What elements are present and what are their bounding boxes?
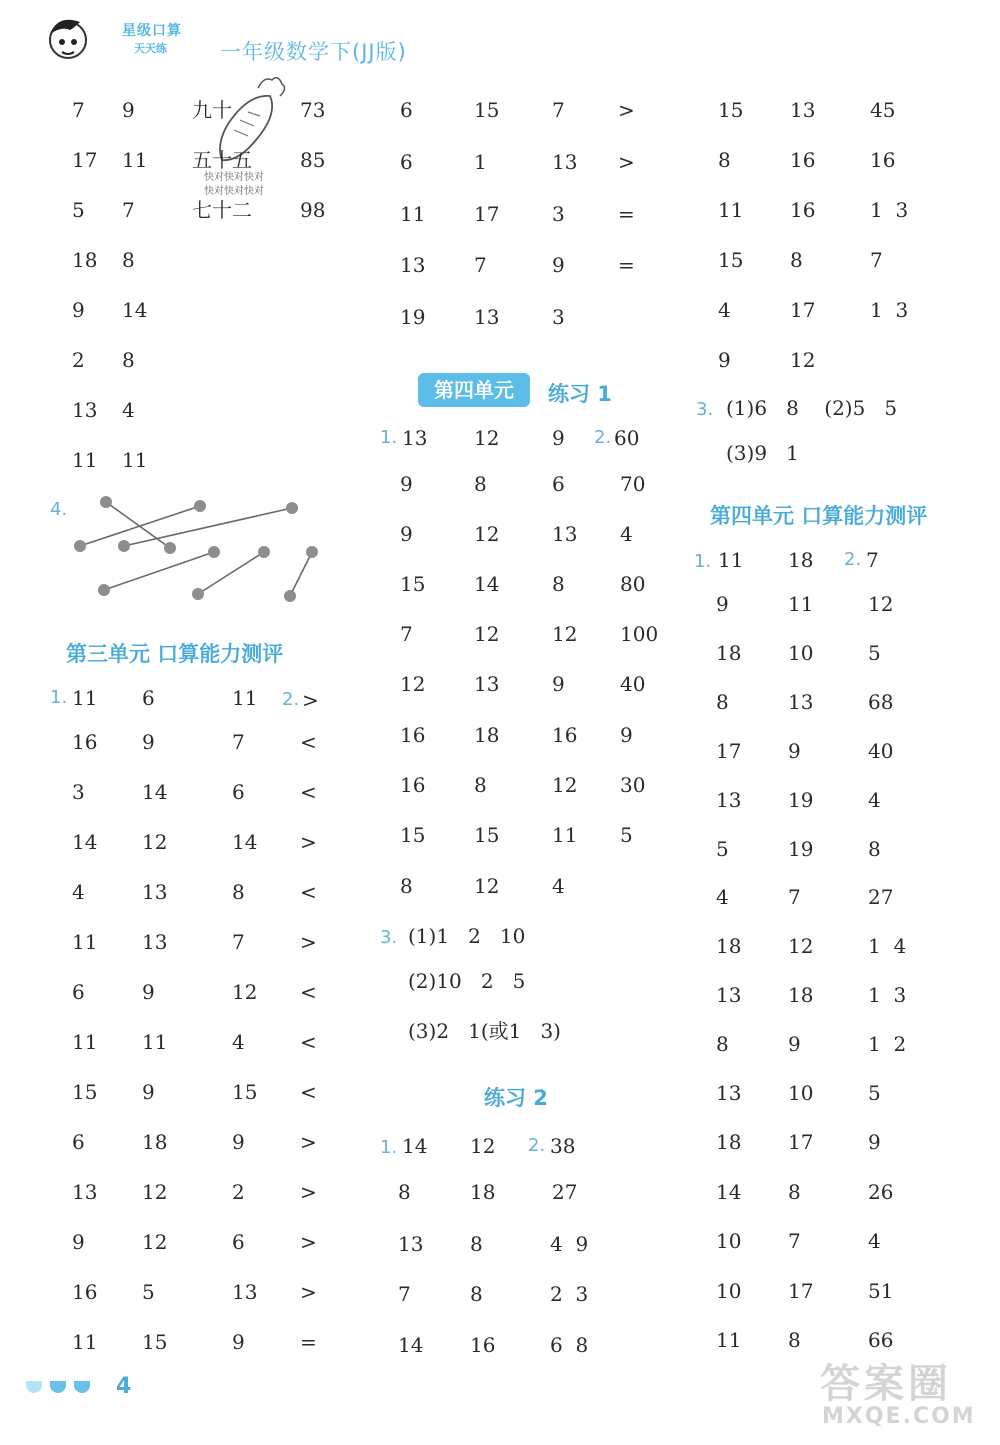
answer-value: 68: [868, 690, 894, 714]
answer-value: 12: [400, 672, 426, 696]
answer-value: 10: [716, 1279, 742, 1303]
match-dot: [286, 502, 298, 514]
answer-value: 9: [400, 522, 413, 546]
unit-3-test-heading: 第三单元 口算能力测评: [66, 642, 284, 666]
answer-value: 15: [474, 823, 500, 847]
answer-value: 6: [400, 98, 413, 122]
answer-value: 8: [788, 1180, 801, 1204]
answer-value: 17: [716, 739, 742, 763]
answer-value: 17: [788, 1279, 814, 1303]
brand-name: 星级口算: [122, 23, 182, 39]
answer-value: <: [300, 1030, 317, 1054]
answer-value: 6: [552, 472, 565, 496]
match-line: [198, 552, 264, 594]
match-line: [290, 552, 312, 596]
match-dot: [118, 540, 130, 552]
answer-value: 18: [788, 548, 814, 572]
answer-value: 9: [142, 730, 155, 754]
answer-value: 3: [72, 780, 85, 804]
answer-value: 6: [232, 1230, 245, 1254]
answer-value: 7: [232, 930, 245, 954]
answer-value: 15: [400, 823, 426, 847]
answer-value: >: [300, 830, 317, 854]
answer-value: 13: [716, 788, 742, 812]
answer-value: 9: [232, 1130, 245, 1154]
answer-value: 3: [552, 305, 565, 329]
answer-value: 17: [788, 1130, 814, 1154]
answer-value: =: [618, 253, 635, 277]
question-number: 3.: [696, 399, 714, 420]
answer-value: 15: [72, 1080, 98, 1104]
answer-value: 9: [142, 1080, 155, 1104]
question-number: 2.: [594, 427, 612, 448]
answer-value: 16: [870, 148, 896, 172]
match-line: [104, 552, 214, 590]
answer-value: 5: [868, 641, 881, 665]
answer-value: 16: [470, 1333, 496, 1357]
answer-value: 11: [72, 1330, 98, 1354]
answer-value: 4: [232, 1030, 245, 1054]
answer-value: 51: [868, 1279, 894, 1303]
answer-value: 9: [142, 980, 155, 1004]
answer-value: >: [302, 688, 319, 712]
answer-value: 13: [474, 305, 500, 329]
answer-value: >: [300, 1130, 317, 1154]
answer-value: 16: [790, 148, 816, 172]
match-dot: [306, 546, 318, 558]
answer-value: 8: [122, 248, 135, 272]
answer-value: 13: [402, 426, 428, 450]
answer-value: 1 3: [870, 298, 909, 322]
answer-value: 27: [552, 1180, 578, 1204]
page-decoration: [26, 1378, 98, 1397]
match-dot: [284, 590, 296, 602]
answer-value: 九十: [192, 98, 232, 122]
answer-value: 19: [788, 788, 814, 812]
answer-value: 8: [232, 880, 245, 904]
answer-value: 13: [788, 690, 814, 714]
answer-value: 38: [550, 1134, 576, 1158]
question-number: 1.: [380, 1137, 398, 1158]
answer-value: <: [300, 880, 317, 904]
match-dot: [100, 496, 112, 508]
answer-value: 12: [552, 622, 578, 646]
answer-value: 4: [620, 522, 633, 546]
answer-value: 15: [718, 98, 744, 122]
answer-value: 18: [142, 1130, 168, 1154]
answer-value: 14: [716, 1180, 742, 1204]
answer-value: 1 4: [868, 934, 907, 958]
answer-value: >: [300, 930, 317, 954]
answer-value: 15: [232, 1080, 258, 1104]
answer-value: 16: [400, 723, 426, 747]
answer-value: >: [618, 150, 635, 174]
answer-value: 6: [400, 150, 413, 174]
answer-value: 11: [122, 448, 148, 472]
answer-value: 12: [142, 1180, 168, 1204]
answer-value: 7: [232, 730, 245, 754]
answer-value: 13: [552, 150, 578, 174]
answer-value: 7: [788, 885, 801, 909]
answer-value: 13: [142, 930, 168, 954]
answer-value: 8: [716, 1032, 729, 1056]
answer-value: 8: [400, 874, 413, 898]
answer-value: 17: [72, 148, 98, 172]
answer-value: =: [618, 202, 635, 226]
answer-value: 9: [788, 739, 801, 763]
answer-value: 11: [72, 1030, 98, 1054]
answer-value: 100: [620, 622, 659, 646]
answer-value: 13: [474, 672, 500, 696]
answer-value: 1: [474, 150, 487, 174]
answer-value: 7: [788, 1229, 801, 1253]
watermark-url: MXQE.COM: [822, 1404, 976, 1429]
answer-value: 11: [552, 823, 578, 847]
answer-value: 9: [552, 253, 565, 277]
answer-value: 26: [868, 1180, 894, 1204]
match-dot: [98, 584, 110, 596]
answer-value: 98: [300, 198, 326, 222]
answer-value: (1)1 2 10: [408, 924, 526, 948]
carrot-caption: 快对快对快对: [204, 172, 264, 183]
answer-value: >: [300, 1230, 317, 1254]
answer-value: 4: [72, 880, 85, 904]
answer-value: 27: [868, 885, 894, 909]
answer-value: 5: [72, 198, 85, 222]
answer-value: 11: [716, 1328, 742, 1352]
match-dot: [164, 542, 176, 554]
answer-value: 13: [72, 398, 98, 422]
carrot-caption: 快对快对快对: [204, 186, 264, 197]
answer-value: 12: [552, 773, 578, 797]
answer-value: 15: [718, 248, 744, 272]
answer-value: (3)9 1: [726, 441, 799, 465]
match-dot: [258, 546, 270, 558]
answer-value: 9: [718, 348, 731, 372]
answer-value: 12: [470, 1134, 496, 1158]
answer-value: 2: [72, 348, 85, 372]
answer-value: 12: [868, 592, 894, 616]
answer-value: 85: [300, 148, 326, 172]
answer-value: 18: [72, 248, 98, 272]
match-line: [106, 502, 170, 548]
answer-value: 6: [72, 1130, 85, 1154]
answer-value: (2)10 2 5: [408, 969, 526, 993]
answer-value: 7: [552, 98, 565, 122]
practice-1-heading: 练习 1: [548, 382, 612, 406]
answer-value: 9: [552, 426, 565, 450]
answer-value: 11: [142, 1030, 168, 1054]
answer-value: 8: [788, 1328, 801, 1352]
answer-value: 40: [620, 672, 646, 696]
answer-value: 9: [620, 723, 633, 747]
decor-dot-icon: [26, 1381, 42, 1393]
answer-value: <: [300, 1080, 317, 1104]
match-dot: [74, 540, 86, 552]
matching-lines-diagram: [64, 490, 334, 610]
answer-value: 15: [474, 98, 500, 122]
answer-value: 10: [716, 1229, 742, 1253]
answer-value: 8: [718, 148, 731, 172]
answer-value: 10: [788, 641, 814, 665]
answer-value: 16: [400, 773, 426, 797]
answer-value: 7: [400, 622, 413, 646]
answer-value: (1)6 8 (2)5 5: [726, 396, 898, 420]
answer-value: 13: [716, 983, 742, 1007]
answer-value: 7: [474, 253, 487, 277]
answer-value: 40: [868, 739, 894, 763]
answer-value: 14: [402, 1134, 428, 1158]
answer-value: 12: [142, 830, 168, 854]
answer-value: 17: [474, 202, 500, 226]
answer-value: 70: [620, 472, 646, 496]
answer-value: 4: [552, 874, 565, 898]
answer-value: 7: [72, 98, 85, 122]
answer-value: 14: [72, 830, 98, 854]
answer-value: 5: [620, 823, 633, 847]
answer-value: 8: [868, 837, 881, 861]
answer-value: 9: [72, 298, 85, 322]
answer-value: 9: [788, 1032, 801, 1056]
answer-value: 66: [868, 1328, 894, 1352]
answer-value: 18: [716, 1130, 742, 1154]
answer-value: 8: [474, 773, 487, 797]
answer-value: 9: [122, 98, 135, 122]
answer-value: 19: [400, 305, 426, 329]
answer-value: 9: [232, 1330, 245, 1354]
answer-value: 11: [122, 148, 148, 172]
answer-value: 4: [868, 1229, 881, 1253]
answer-value: 12: [142, 1230, 168, 1254]
answer-value: 18: [716, 934, 742, 958]
answer-value: 14: [142, 780, 168, 804]
answer-value: 13: [552, 522, 578, 546]
answer-value: 13: [398, 1232, 424, 1256]
answer-value: 14: [232, 830, 258, 854]
answer-value: 11: [72, 448, 98, 472]
answer-value: 6: [72, 980, 85, 1004]
answer-value: 12: [474, 522, 500, 546]
answer-value: 七十二: [192, 198, 252, 222]
answer-value: 五十五: [192, 148, 252, 172]
book-title: 一年级数学下(JJ版): [220, 40, 407, 64]
answer-value: 7: [866, 548, 879, 572]
practice-2-heading: 练习 2: [484, 1086, 548, 1110]
answer-value: 8: [122, 348, 135, 372]
answer-value: 12: [788, 934, 814, 958]
answer-value: 15: [400, 572, 426, 596]
answer-value: 17: [790, 298, 816, 322]
answer-value: 13: [72, 1180, 98, 1204]
answer-value: 11: [718, 548, 744, 572]
answer-value: <: [300, 730, 317, 754]
answer-value: 4: [868, 788, 881, 812]
answer-value: 18: [470, 1180, 496, 1204]
answer-value: 16: [790, 198, 816, 222]
page-number: 4: [116, 1374, 132, 1399]
answer-value: 18: [474, 723, 500, 747]
question-number: 1.: [50, 687, 68, 708]
answer-value: 9: [400, 472, 413, 496]
answer-value: 18: [716, 641, 742, 665]
answer-value: 8: [398, 1180, 411, 1204]
question-number: 2.: [282, 689, 300, 710]
answer-value: 1 3: [870, 198, 909, 222]
match-dot: [194, 500, 206, 512]
answer-value: (3)2 1(或1 3): [408, 1019, 561, 1043]
answer-value: 9: [716, 592, 729, 616]
answer-value: 12: [232, 980, 258, 1004]
answer-value: <: [300, 780, 317, 804]
answer-value: 4: [122, 398, 135, 422]
match-line: [124, 508, 292, 546]
answer-value: 10: [788, 1081, 814, 1105]
answer-value: 12: [474, 426, 500, 450]
answer-value: 11: [718, 198, 744, 222]
answer-value: 16: [72, 730, 98, 754]
question-number: 1.: [380, 427, 398, 448]
question-number: 2.: [844, 549, 862, 570]
answer-value: 9: [868, 1130, 881, 1154]
answer-value: 8: [474, 472, 487, 496]
answer-value: 16: [552, 723, 578, 747]
answer-value: 30: [620, 773, 646, 797]
answer-value: 7: [398, 1282, 411, 1306]
answer-value: >: [300, 1280, 317, 1304]
answer-value: 13: [400, 253, 426, 277]
answer-value: 4: [716, 885, 729, 909]
answer-value: 8: [716, 690, 729, 714]
answer-value: >: [300, 1180, 317, 1204]
answer-value: 9: [552, 672, 565, 696]
answer-value: 8: [470, 1232, 483, 1256]
answer-value: 13: [142, 880, 168, 904]
answer-value: 9: [72, 1230, 85, 1254]
answer-value: =: [300, 1330, 317, 1354]
watermark-logo: 答案圈: [820, 1361, 952, 1407]
answer-value: 60: [614, 426, 640, 450]
answer-value: 6 8: [550, 1333, 589, 1357]
answer-value: 8: [552, 572, 565, 596]
answer-value: 11: [232, 686, 258, 710]
answer-value: 11: [72, 686, 98, 710]
answer-value: 5: [868, 1081, 881, 1105]
answer-value: 1 3: [868, 983, 907, 1007]
answer-value: 3: [552, 202, 565, 226]
question-number: 2.: [528, 1135, 546, 1156]
answer-value: 13: [790, 98, 816, 122]
unit-4-badge: 第四单元: [418, 373, 530, 407]
answer-value: 5: [142, 1280, 155, 1304]
answer-value: 45: [870, 98, 896, 122]
answer-value: 8: [790, 248, 803, 272]
answer-value: 1 2: [868, 1032, 907, 1056]
answer-value: 4 9: [550, 1232, 589, 1256]
answer-value: 19: [788, 837, 814, 861]
answer-value: 12: [790, 348, 816, 372]
answer-value: 8: [470, 1282, 483, 1306]
answer-value: 15: [142, 1330, 168, 1354]
answer-value: 13: [716, 1081, 742, 1105]
decor-dot-icon: [50, 1381, 66, 1393]
match-dot: [208, 546, 220, 558]
question-number: 3.: [380, 927, 398, 948]
decor-dot-icon: [74, 1381, 90, 1393]
match-line: [80, 506, 200, 546]
answer-value: 13: [232, 1280, 258, 1304]
answer-value: 11: [400, 202, 426, 226]
question-number: 4.: [50, 499, 68, 520]
answer-value: 14: [122, 298, 148, 322]
answer-value: 18: [788, 983, 814, 1007]
unit-4-test-heading: 第四单元 口算能力测评: [710, 504, 928, 528]
brand-subtitle: 天天练: [134, 42, 167, 55]
answer-value: 11: [788, 592, 814, 616]
answer-value: 2: [232, 1180, 245, 1204]
answer-value: 4: [718, 298, 731, 322]
answer-value: 14: [398, 1333, 424, 1357]
answer-value: 14: [474, 572, 500, 596]
answer-value: 11: [72, 930, 98, 954]
answer-value: 5: [716, 837, 729, 861]
answer-value: >: [618, 98, 635, 122]
answer-value: 2 3: [550, 1282, 589, 1306]
answer-value: 12: [474, 622, 500, 646]
answer-value: 73: [300, 98, 326, 122]
match-dot: [192, 588, 204, 600]
answer-value: 80: [620, 572, 646, 596]
question-number: 1.: [694, 551, 712, 572]
answer-value: <: [300, 980, 317, 1004]
answer-value: 7: [122, 198, 135, 222]
answer-value: 6: [232, 780, 245, 804]
answer-value: 12: [474, 874, 500, 898]
answer-value: 6: [142, 686, 155, 710]
answer-value: 7: [870, 248, 883, 272]
answer-value: 16: [72, 1280, 98, 1304]
